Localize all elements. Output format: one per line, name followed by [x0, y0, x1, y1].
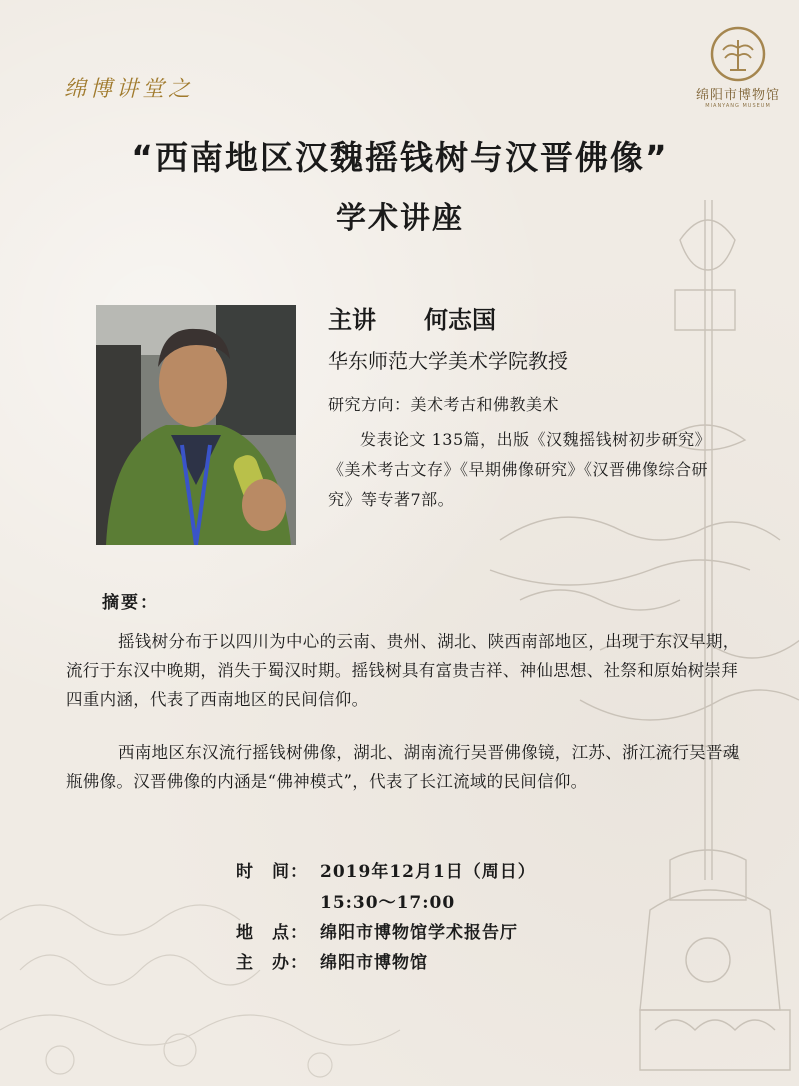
event-place-row: [236, 918, 518, 943]
event-time-row: [236, 857, 536, 882]
time-label: 时 间：: [236, 862, 308, 882]
event-time-range: [320, 888, 455, 913]
museum-logo: [688, 26, 788, 116]
abstract-paragraph: 西南地区东汉流行摇钱树佛像，湖北、湖南流行吴晋佛像镜，江苏、浙江流行吴晋魂瓶佛像。汉晋佛像的内涵是“佛神模式”，代表了长江流域的民间信仰。: [66, 743, 740, 791]
speaker-photo: [96, 305, 296, 545]
place-label: 地 点：: [236, 923, 308, 943]
event-date: 2019年12月1日（周日）: [320, 862, 536, 882]
speaker-publications: 发表论文 135篇，出版《汉魏摇钱树初步研究》《美术考古文存》《早期佛像研究》《汉晋佛像综合研究》等专著7部。: [328, 430, 712, 509]
event-place: 绵阳市博物馆学术报告厅: [320, 923, 518, 943]
speaker-name: 何志国: [424, 305, 496, 334]
museum-name: 绵阳市博物馆: [695, 88, 780, 103]
event-organizer: 绵阳市博物馆: [320, 953, 428, 973]
abstract-heading: 摘要：: [102, 593, 159, 613]
museum-name-english: MIANYANG MUSEUM: [705, 103, 771, 109]
speaker-affiliation: 华东师范大学美术学院教授: [328, 349, 568, 373]
lecture-title: “西南地区汉魏摇钱树与汉晋佛像”: [131, 138, 669, 177]
speaker-research-field: 研究方向：美术考古和佛教美术: [328, 395, 560, 414]
speaker-label: 主讲: [328, 305, 376, 334]
lecture-series-label: 绵博讲堂之: [64, 77, 195, 102]
museum-emblem-icon: [710, 26, 766, 82]
lecture-subtitle: 学术讲座: [336, 201, 464, 236]
event-hours: 15:30～17:00: [320, 893, 456, 913]
organizer-label: 主 办：: [236, 953, 308, 973]
abstract-paragraph: 摇钱树分布于以四川为中心的云南、贵州、湖北、陕西南部地区，出现于东汉早期，流行于东汉中晚期，消失于蜀汉时期。摇钱树具有富贵吉祥、神仙思想、社祭和原始树崇拜四重内涵，代表了西南地区的民间信仰。: [66, 632, 740, 709]
event-organizer-row: [236, 948, 428, 973]
speaker-heading: [328, 300, 496, 335]
